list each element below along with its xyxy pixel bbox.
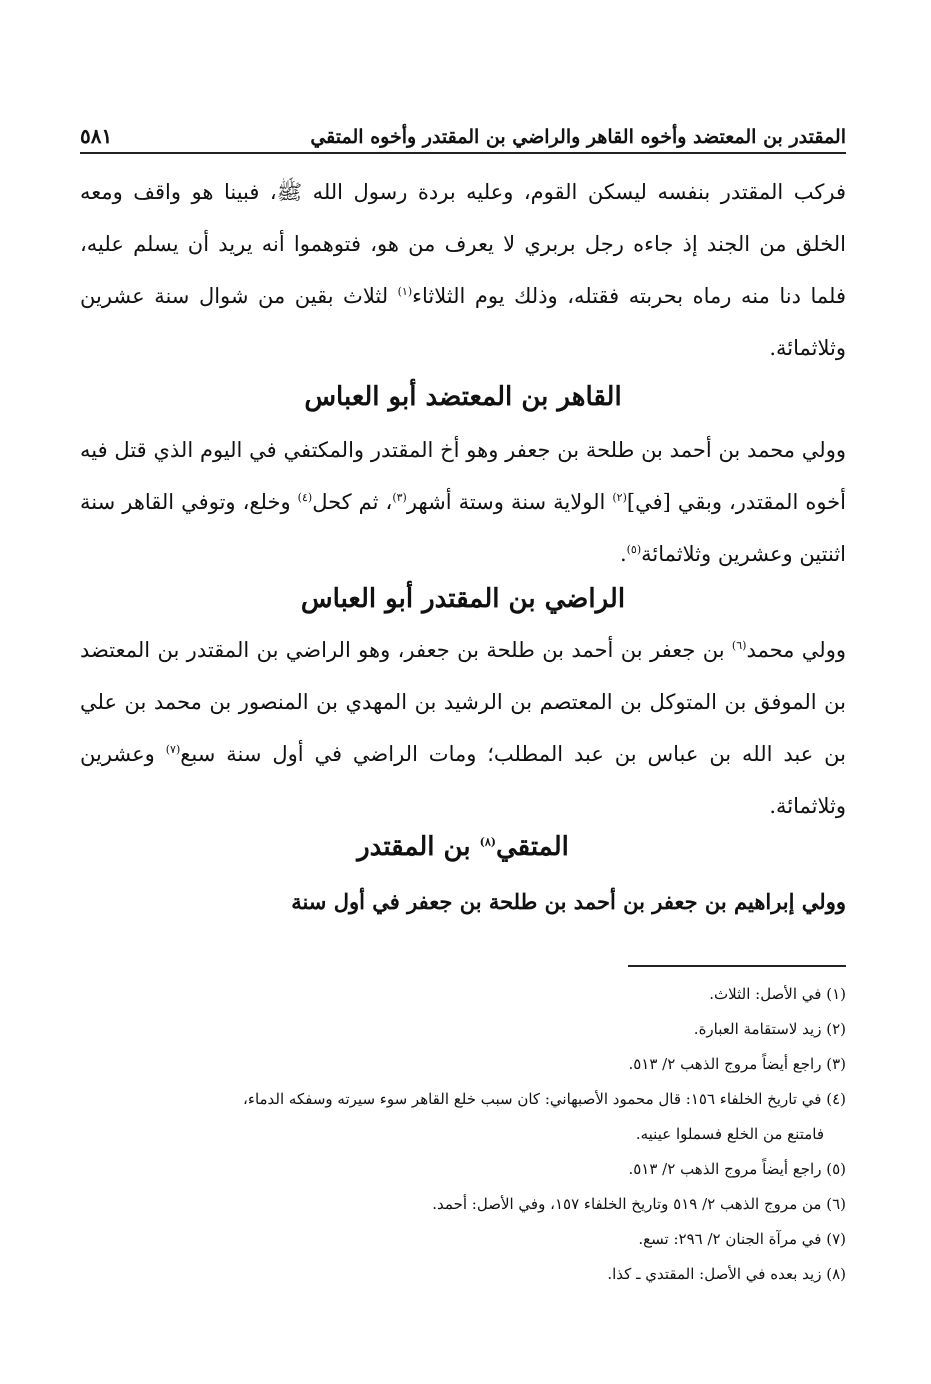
section-title-muttaqi	[80, 832, 846, 862]
text-line: الولاية سنة وستة أشهر	[406, 490, 613, 514]
footnote-ref-2[interactable]: (٢)	[612, 491, 627, 504]
title-text: المتقي	[496, 832, 569, 862]
text-line: المنصور بن محمد بن علي بن عبد الله بن عباس بن عبد المطلب؛ ومات الراضي	[80, 690, 846, 766]
text-line: لثلاث بقين من شوال	[198, 284, 398, 308]
text-line: الذي قتل فيه أخوه المقتدر، وبقي [في]	[80, 438, 846, 514]
text-line: بن جعفر بن أحمد بن طلحة بن جعفر، وهو الراضي بن	[256, 638, 732, 662]
paragraph-1	[80, 166, 846, 374]
footnote-ref-4[interactable]: (٤)	[297, 491, 313, 504]
paragraph-4: وولي إبراهيم بن جعفر بن أحمد بن طلحة بن جعفر في أول سنة	[291, 889, 846, 914]
footnote-ref-8[interactable]: (٨)	[479, 835, 496, 849]
text-line: ، ثم كحل	[312, 490, 393, 514]
text-line: عليه، فلما دنا منه رماه بحربته فقتله، وذلك يوم الثلاثاء	[80, 232, 846, 308]
footnote-2: (٢) زيد لاستقامة العبارة.	[693, 1020, 846, 1038]
footnote-4-continued: فامتنع من الخلع فسملوا عينيه.	[635, 1125, 824, 1143]
text-line: وولي محمد بن أحمد بن طلحة بن جعفر وهو أخ المقتدر والمكتفي في اليوم	[199, 438, 846, 462]
footnote-rule	[628, 965, 846, 967]
text-line: سنة عشرين وثلاثمائة.	[80, 284, 846, 360]
footnote-8: (٨) زيد بعده في الأصل: المقتدي ـ كذا.	[607, 1265, 846, 1283]
text-line: وخلع، وتوفي القاهر سنة اثنتين وعشرين وثلاثمائة	[80, 490, 846, 566]
text-line: فركب المقتدر بنفسه ليسكن القوم، وعليه بردة رسول الله ﷺ، فبينا هو واقف ومعه	[80, 180, 846, 204]
page-header	[80, 112, 846, 154]
text-line: في أول سنة سبع	[180, 742, 343, 766]
footnote-1: (١) في الأصل: الثلاث.	[709, 985, 846, 1003]
footnote-ref-5[interactable]: (٥)	[626, 543, 642, 556]
paragraph-3	[80, 624, 846, 832]
paragraph-2	[80, 424, 846, 580]
title-text: بن المقتدر	[357, 832, 480, 862]
footnote-6: (٦) من مروج الذهب ٢/ ٥١٩ وتاريخ الخلفاء ١٥٧، وفي الأصل: أحمد.	[432, 1195, 846, 1213]
footnote-ref-7[interactable]: (٧)	[165, 743, 181, 756]
footnote-7: (٧) في مرآة الجنان ٢/ ٢٩٦: تسع.	[638, 1230, 846, 1248]
footnote-3: (٣) راجع أيضاً مروج الذهب ٢/ ٥١٣.	[628, 1055, 846, 1073]
footnote-4: (٤) في تاريخ الخلفاء ١٥٦: قال محمود الأصبهاني: كان سبب خلع القاهر سوء سيرته وسفكه الدماء،	[243, 1090, 846, 1108]
footnote-5: (٥) راجع أيضاً مروج الذهب ٢/ ٥١٣.	[628, 1160, 846, 1178]
section-title-radi: الراضي بن المقتدر أبو العباس	[300, 584, 626, 614]
text-line: وولي محمد	[746, 638, 846, 662]
text-line: الخلق من الجند إذ جاءه رجل بربري لا يعرف من هو، فتوهموا أنه يريد أن يسلم	[133, 232, 846, 256]
text-line: المقتدر بن المعتضد بن الموفق بن المتوكل بن المعتصم بن الرشيد بن المهدي بن	[80, 638, 846, 714]
section-title-qahir: القاهر بن المعتضد أبو العباس	[304, 382, 622, 412]
footnote-ref-6[interactable]: (٦)	[731, 639, 747, 652]
page-number: ٥٨١	[80, 124, 113, 148]
running-head: المقتدر بن المعتضد وأخوه القاهر والراضي بن المقتدر وأخوه المتقي	[310, 126, 846, 148]
footnotes	[80, 977, 846, 1292]
footnote-ref-3[interactable]: (٣)	[392, 491, 407, 504]
footnote-ref-1[interactable]: (١)	[397, 285, 413, 298]
text-line: وعشرين وثلاثمائة.	[80, 742, 846, 818]
text-line: .	[619, 542, 627, 566]
